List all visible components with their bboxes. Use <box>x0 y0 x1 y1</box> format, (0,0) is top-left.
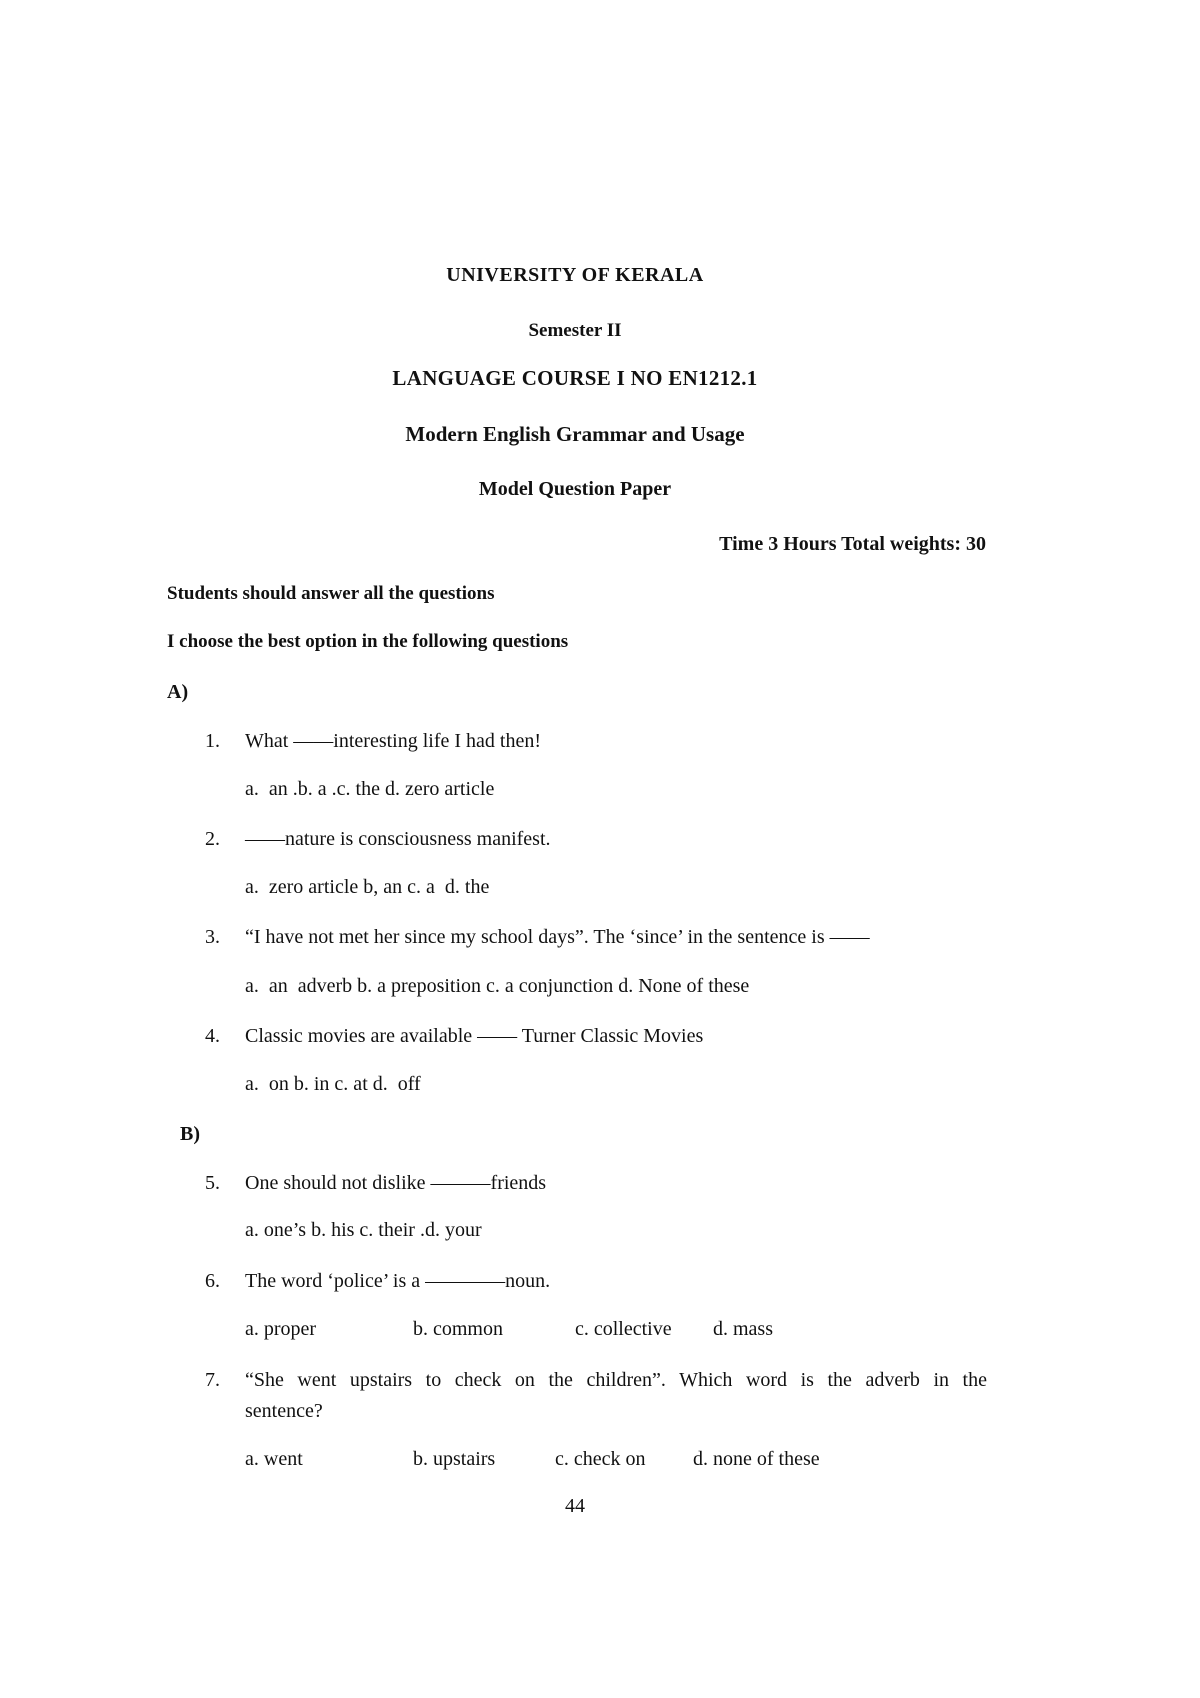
question-text: One should not dislike ———friends <box>245 1172 547 1194</box>
page-number: 44 <box>565 1495 585 1517</box>
section-a-label: A) <box>167 681 189 703</box>
question-text: “I have not met her since my school days”. The ‘since’ in the sentence is —— <box>245 926 870 948</box>
question-2-options: a. zero article b, an c. a d. the <box>245 876 490 898</box>
semester-title: Semester II <box>528 320 622 341</box>
question-5-options: a. one’s b. his c. their .d. your <box>245 1219 482 1241</box>
instruction-line-1: Students should answer all the questions <box>167 583 495 604</box>
option-b: b. upstairs <box>413 1448 496 1470</box>
question-text: What ——interesting life I had then! <box>245 730 542 752</box>
subject-title: Modern English Grammar and Usage <box>405 422 745 446</box>
course-title: LANGUAGE COURSE I NO EN1212.1 <box>392 366 758 390</box>
question-number: 2. <box>205 828 220 850</box>
question-text: The word ‘police’ is a ————noun. <box>245 1270 551 1292</box>
option-c: c. check on <box>555 1448 646 1470</box>
question-number: 4. <box>205 1025 220 1047</box>
question-number: 1. <box>205 730 220 752</box>
option-c: c. collective <box>575 1318 672 1340</box>
question-number: 3. <box>205 926 220 948</box>
question-number: 7. <box>205 1369 220 1391</box>
question-text: Classic movies are available —— Turner Classic Movies <box>245 1025 704 1047</box>
option-b: b. common <box>413 1318 503 1340</box>
question-4-options: a. on b. in c. at d. off <box>245 1073 421 1095</box>
question-number: 5. <box>205 1172 220 1194</box>
section-b-label: B) <box>180 1123 200 1145</box>
university-title: UNIVERSITY OF KERALA <box>446 264 704 286</box>
question-3-options: a. an adverb b. a preposition c. a conjunction d. None of these <box>245 975 750 997</box>
time-weights: Time 3 Hours Total weights: 30 <box>719 533 986 555</box>
question-text-continued: sentence? <box>245 1400 323 1422</box>
option-a: a. went <box>245 1448 303 1470</box>
question-1-options: a. an .b. a .c. the d. zero article <box>245 778 495 800</box>
option-a: a. proper <box>245 1318 317 1340</box>
question-text: ——nature is consciousness manifest. <box>245 828 551 850</box>
question-text: “She went upstairs to check on the children”. Which word is the adverb in the <box>245 1369 987 1391</box>
option-d: d. none of these <box>693 1448 820 1470</box>
paper-type-title: Model Question Paper <box>478 478 672 500</box>
instruction-line-2: I choose the best option in the following questions <box>167 631 569 652</box>
option-d: d. mass <box>713 1318 773 1340</box>
question-number: 6. <box>205 1270 220 1292</box>
